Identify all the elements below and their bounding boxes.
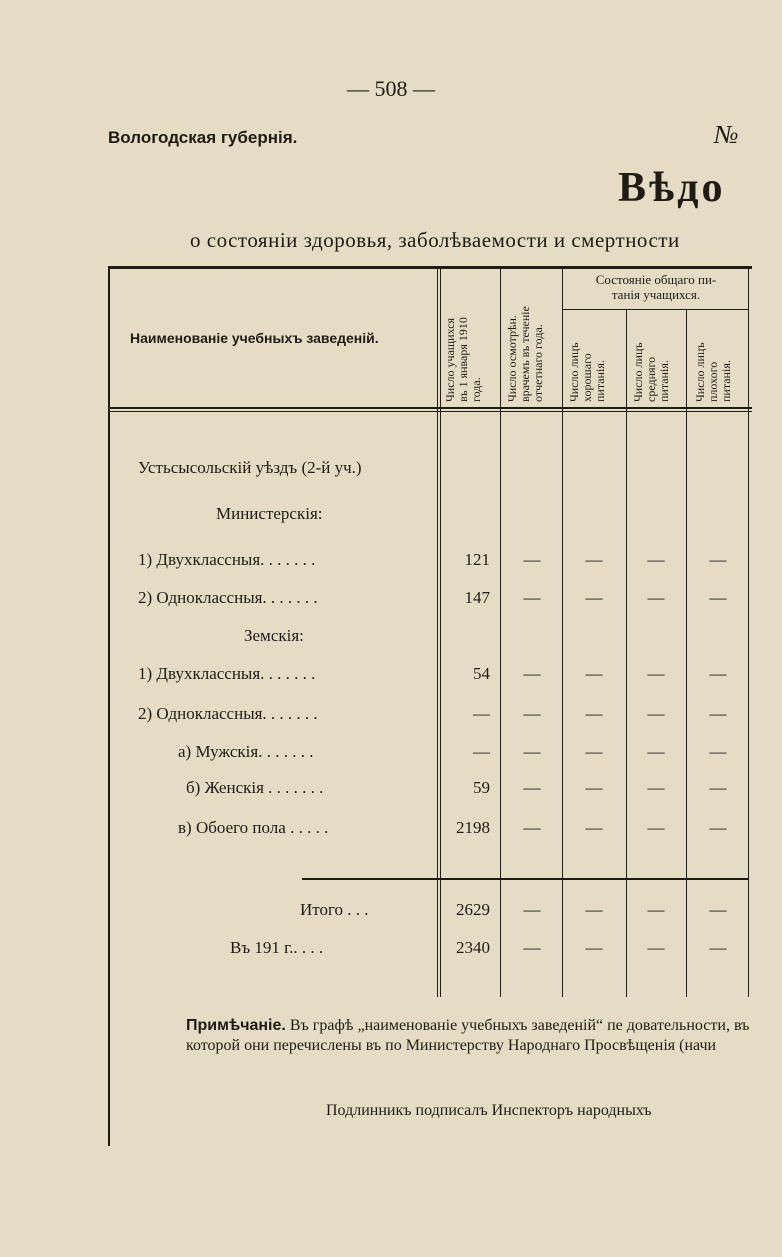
signature-line: Подлинникъ подписалъ Инспекторъ народныхъ bbox=[326, 1102, 652, 1119]
dash-cell: — bbox=[709, 588, 727, 607]
dash-cell: — bbox=[523, 588, 541, 607]
row-value: — bbox=[473, 742, 490, 761]
row-value: — bbox=[473, 704, 490, 723]
row-label: а) Мужскія. . . . . . . bbox=[178, 742, 314, 761]
page-number: — 508 — bbox=[347, 76, 435, 101]
number-sign: № bbox=[714, 120, 739, 149]
row-label: в) Обоего пола . . . . . bbox=[178, 818, 329, 837]
header-nutrition-group bbox=[566, 272, 746, 302]
row-label: Въ 191 г.. . . . bbox=[230, 938, 324, 957]
dash-cell: — bbox=[523, 742, 541, 761]
document-subtitle: о состояніи здоровья, заболѣваемости и смертности bbox=[190, 228, 680, 252]
header-bottom-rule-2 bbox=[110, 411, 752, 412]
col-rule-3 bbox=[562, 269, 563, 997]
dash-cell: — bbox=[647, 818, 665, 837]
col-rule-2 bbox=[500, 269, 501, 997]
col-rule-5 bbox=[686, 310, 687, 997]
header-nutrition-text: Состояніе общаго пи- танія учащихся. bbox=[595, 272, 717, 302]
total-rule bbox=[302, 878, 748, 880]
dash-cell: — bbox=[523, 938, 541, 957]
row-label: Итого . . . bbox=[300, 900, 369, 919]
header-name-column: Наименованіе учебныхъ заведеній. bbox=[130, 330, 379, 346]
dash-cell: — bbox=[647, 938, 665, 957]
dash-cell: — bbox=[523, 818, 541, 837]
header-examined: Число осмотрѣн. врачемъ въ теченіе отчетнаго года. bbox=[505, 306, 545, 402]
dash-cell: — bbox=[709, 550, 727, 569]
dash-cell: — bbox=[585, 778, 603, 797]
footnote bbox=[186, 1016, 752, 1056]
dash-cell: — bbox=[647, 704, 665, 723]
row-value: 2340 bbox=[456, 938, 490, 957]
dash-cell: — bbox=[585, 938, 603, 957]
dash-cell: — bbox=[585, 664, 603, 683]
header-good: Число лицъ хорошаго питанія. bbox=[567, 342, 607, 402]
dash-cell: — bbox=[585, 742, 603, 761]
col-rule-4 bbox=[626, 310, 627, 997]
group-rule bbox=[563, 309, 749, 310]
dash-cell: — bbox=[647, 588, 665, 607]
col-rule-1 bbox=[437, 269, 438, 997]
dash-cell: — bbox=[647, 778, 665, 797]
province-heading: Вологодская губернія. bbox=[108, 128, 298, 147]
header-poor: Число лицъ плохого питанія. bbox=[693, 342, 733, 402]
dash-cell: — bbox=[647, 550, 665, 569]
dash-cell: — bbox=[647, 742, 665, 761]
col-rule-6 bbox=[748, 269, 749, 997]
row-label: 2) Одноклассныя. . . . . . . bbox=[138, 704, 318, 723]
row-value: 147 bbox=[464, 588, 490, 607]
row-label: б) Женскія . . . . . . . bbox=[186, 778, 324, 797]
dash-cell: — bbox=[585, 588, 603, 607]
dash-cell: — bbox=[647, 900, 665, 919]
dash-cell: — bbox=[585, 550, 603, 569]
row-value: 2629 bbox=[456, 900, 490, 919]
row-label: Устьсысольскій уѣздъ (2-й уч.) bbox=[138, 458, 362, 477]
dash-cell: — bbox=[585, 704, 603, 723]
row-label: 1) Двухклассныя. . . . . . . bbox=[138, 664, 316, 683]
dash-cell: — bbox=[523, 778, 541, 797]
dash-cell: — bbox=[709, 900, 727, 919]
header-medium: Число лицъ средняго питанія. bbox=[631, 342, 671, 402]
row-value: 121 bbox=[464, 550, 490, 569]
row-value: 54 bbox=[473, 664, 490, 683]
dash-cell: — bbox=[709, 704, 727, 723]
dash-cell: — bbox=[647, 664, 665, 683]
dash-cell: — bbox=[585, 900, 603, 919]
dash-cell: — bbox=[523, 664, 541, 683]
row-label: 1) Двухклассныя. . . . . . . bbox=[138, 550, 316, 569]
left-rule bbox=[108, 266, 110, 1146]
document-title: Вѣдо bbox=[618, 165, 726, 211]
dash-cell: — bbox=[523, 900, 541, 919]
row-label: 2) Одноклассныя. . . . . . . bbox=[138, 588, 318, 607]
dash-cell: — bbox=[523, 550, 541, 569]
row-value: 2198 bbox=[456, 818, 490, 837]
col-rule-1b bbox=[440, 269, 441, 997]
header-bottom-rule bbox=[110, 407, 752, 409]
footnote-text: Въ графѣ „наименованіе учебныхъ заведеній“ пе довательности, въ которой они перечислены въ по Министерству Народнаго Просвѣщенія (начи bbox=[186, 1017, 750, 1054]
dash-cell: — bbox=[585, 818, 603, 837]
top-rule bbox=[108, 266, 752, 269]
row-label: Земскія: bbox=[244, 626, 304, 645]
row-label: Министерскія: bbox=[216, 504, 323, 523]
dash-cell: — bbox=[709, 938, 727, 957]
dash-cell: — bbox=[709, 664, 727, 683]
dash-cell: — bbox=[709, 818, 727, 837]
row-value: 59 bbox=[473, 778, 490, 797]
footnote-label: Примѣчаніе. bbox=[186, 1017, 286, 1034]
header-students: Число учащихся въ 1 января 1910 года. bbox=[443, 317, 483, 402]
dash-cell: — bbox=[709, 742, 727, 761]
dash-cell: — bbox=[709, 778, 727, 797]
dash-cell: — bbox=[523, 704, 541, 723]
